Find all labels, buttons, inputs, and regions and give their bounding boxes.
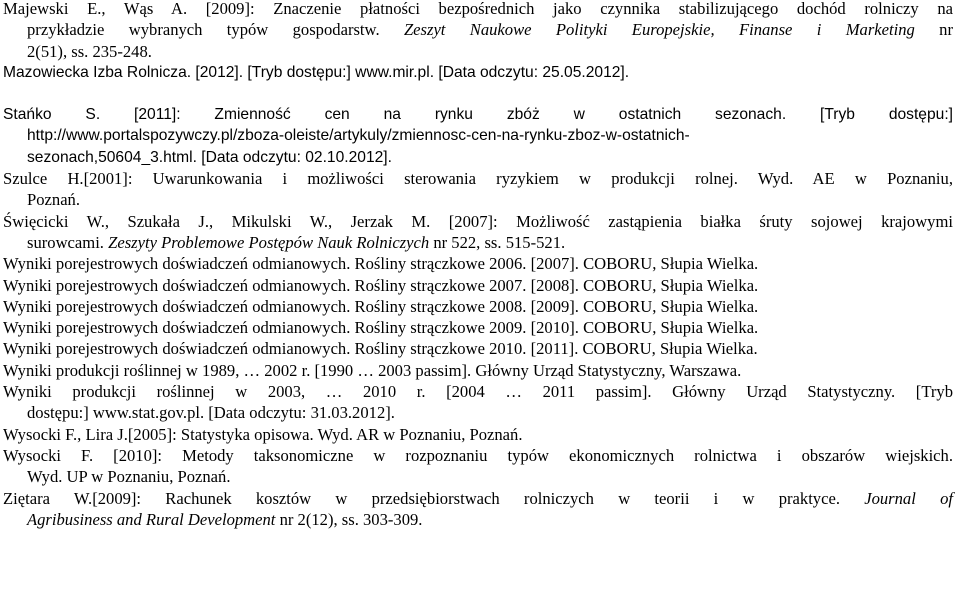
reference-line: Wyd. UP w Poznaniu, Poznań. [27, 467, 231, 487]
reference-wysocki-lira [3, 424, 953, 445]
reference-coboru-2010 [3, 338, 953, 359]
reference-url-line: http://www.portalspozywczy.pl/zboza-oleiste/artykuly/zmiennosc-cen-na-rynku-zboz-w-ostatnich- [27, 127, 690, 145]
reference-mazowiecka [3, 62, 953, 83]
reference-zietara [3, 488, 953, 531]
reference-swiecicki [3, 211, 953, 254]
reference-wysocki [3, 445, 953, 488]
reference-line [3, 488, 953, 509]
reference-line [27, 19, 953, 40]
reference-text: Ziętara W.[2009]: Rachunek kosztów w przedsiębiorstwach rolniczych w teorii i w praktyce. [3, 488, 865, 508]
spacer [3, 83, 953, 104]
reference-line: Stańko S. [2011]: Zmienność cen na rynku zbóż w ostatnich sezonach. [Tryb dostępu:] [3, 106, 953, 124]
reference-line: 2(51), ss. 235-248. [27, 41, 152, 61]
reference-coboru-2009 [3, 317, 953, 338]
reference-line: Wyniki porejestrowych doświadczeń odmianowych. Rośliny strączkowe 2009. [2010]. COBORU, Słupia Wielka. [3, 318, 759, 338]
reference-line: dostępu:] www.stat.gov.pl. [Data odczytu: 31.03.2012]. [27, 403, 395, 423]
reference-text: nr 522, ss. 515-521. [429, 232, 566, 252]
journal-title: Journal of [864, 488, 953, 508]
reference-stanko [3, 104, 953, 168]
reference-text: przykładzie wybranych typów gospodarstw. [27, 20, 404, 40]
reference-line: Święcicki W., Szukała J., Mikulski W., Jerzak M. [2007]: Możliwość zastąpienia białka śruty sojowej krajowymi [3, 211, 953, 231]
reference-text: surowcami. [27, 232, 109, 252]
reference-line: Mazowiecka Izba Rolnicza. [2012]. [Tryb dostępu:] www.mir.pl. [Data odczytu: 25.05.2012]. [3, 63, 630, 81]
reference-line: Wyniki porejestrowych doświadczeń odmianowych. Rośliny strączkowe 2007. [2008]. COBORU, Słupia Wielka. [3, 275, 759, 295]
journal-title: Agribusiness and Rural Development [27, 509, 276, 529]
reference-line: Poznań. [27, 190, 80, 210]
reference-line: Wyniki produkcji roślinnej w 1989, … 2002 r. [1990 … 2003 passim]. Główny Urząd Statystyczny, Warszawa. [3, 360, 742, 380]
reference-line [27, 509, 953, 530]
reference-text: nr [914, 20, 953, 40]
reference-text: nr 2(12), ss. 303-309. [275, 509, 423, 529]
reference-gus-1989 [3, 360, 953, 381]
reference-line: sezonach,50604_3.html. [Data odczytu: 02.10.2012]. [27, 148, 392, 166]
reference-coboru-2006 [3, 253, 953, 274]
reference-line: Wyniki produkcji roślinnej w 2003, … 2010 r. [2004 … 2011 passim]. Główny Urząd Statystyczny. [Tryb [3, 382, 953, 402]
journal-title: Zeszyt Naukowe Polityki Europejskie, Finanse i Marketing [403, 20, 915, 40]
reference-line [27, 232, 953, 253]
reference-line: Wyniki porejestrowych doświadczeń odmianowych. Rośliny strączkowe 2008. [2009]. COBORU, Słupia Wielka. [3, 296, 759, 316]
reference-line: Wyniki porejestrowych doświadczeń odmianowych. Rośliny strączkowe 2010. [2011]. COBORU, Słupia Wielka. [3, 339, 758, 359]
reference-coboru-2007 [3, 275, 953, 296]
reference-coboru-2008 [3, 296, 953, 317]
reference-majewski [3, 0, 953, 62]
reference-gus-2003 [3, 381, 953, 424]
reference-line: Szulce H.[2001]: Uwarunkowania i możliwości sterowania ryzykiem w produkcji rolnej. Wyd. AE w Poznaniu, [3, 169, 953, 189]
journal-title: Zeszyty Problemowe Postępów Nauk Rolniczych [108, 232, 430, 252]
reference-line: Wysocki F. [2010]: Metody taksonomiczne w rozpoznaniu typów ekonomicznych rolnictwa i obszarów wiejskich. [3, 445, 953, 465]
reference-line: Majewski E., Wąs A. [2009]: Znaczenie płatności bezpośrednich jako czynnika stabilizującego dochód rolniczy na [3, 0, 953, 18]
reference-line: Wyniki porejestrowych doświadczeń odmianowych. Rośliny strączkowe 2006. [2007]. COBORU, Słupia Wielka. [3, 254, 759, 274]
reference-list [3, 0, 953, 530]
reference-line: Wysocki F., Lira J.[2005]: Statystyka opisowa. Wyd. AR w Poznaniu, Poznań. [3, 424, 523, 444]
reference-szulce [3, 168, 953, 211]
